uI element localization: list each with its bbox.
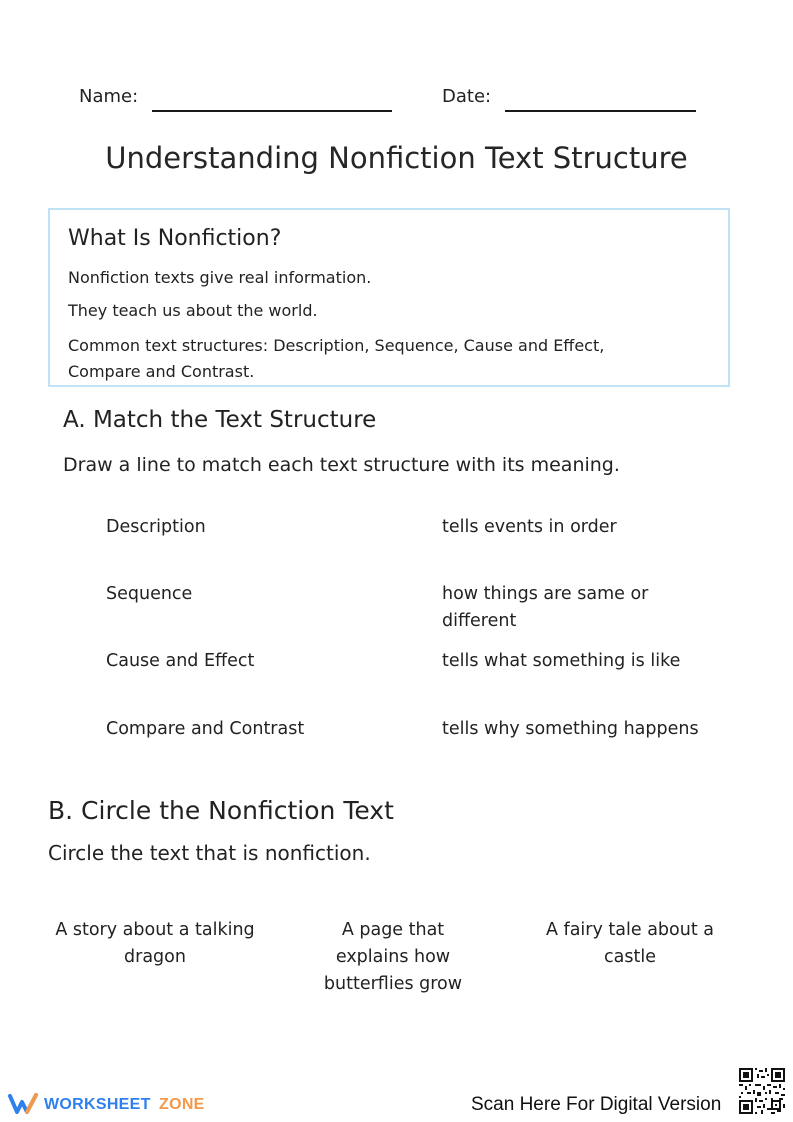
- scan-text: Scan Here For Digital Version: [471, 1094, 722, 1115]
- option-text[interactable]: A story about a talking dragon: [55, 920, 255, 967]
- worksheetzone-logo[interactable]: [8, 1092, 208, 1118]
- date-label: Date:: [442, 86, 492, 107]
- match-left-item[interactable]: Cause and Effect: [106, 651, 255, 671]
- match-right-item[interactable]: how things are same or different: [442, 584, 649, 631]
- brand-name-part2: ZONE: [159, 1096, 205, 1113]
- option-text[interactable]: A fairy tale about a castle: [546, 920, 714, 967]
- info-line: Nonfiction texts give real information.: [68, 268, 372, 287]
- section-b-instruction: Circle the text that is nonfiction.: [48, 841, 371, 865]
- info-heading: What Is Nonfiction?: [68, 226, 282, 251]
- section-b-heading: B. Circle the Nonfiction Text: [48, 796, 394, 825]
- option-text[interactable]: A page that explains how butterflies grow: [323, 920, 463, 994]
- info-line: Common text structures: Description, Sequence, Cause and Effect,: [68, 336, 605, 355]
- date-line[interactable]: [505, 110, 696, 112]
- info-box: [48, 208, 730, 387]
- brand-w-icon: [8, 1093, 40, 1115]
- brand-name-part1: WORKSHEET: [44, 1096, 151, 1113]
- match-left-item[interactable]: Compare and Contrast: [106, 719, 305, 739]
- name-label: Name:: [79, 86, 139, 107]
- section-a-instruction: Draw a line to match each text structure with its meaning.: [63, 454, 620, 476]
- info-line: They teach us about the world.: [68, 301, 318, 320]
- match-right-item[interactable]: tells what something is like: [442, 651, 681, 671]
- page-title: Understanding Nonfiction Text Structure: [105, 141, 688, 175]
- match-right-item[interactable]: tells why something happens: [442, 719, 699, 739]
- match-right-item[interactable]: tells events in order: [442, 517, 617, 537]
- section-a-heading: A. Match the Text Structure: [63, 407, 377, 433]
- match-left-item[interactable]: Description: [106, 517, 206, 537]
- match-left-item[interactable]: Sequence: [106, 584, 193, 604]
- qr-code-icon[interactable]: [739, 1068, 785, 1114]
- name-line[interactable]: [152, 110, 392, 112]
- info-line: Compare and Contrast.: [68, 362, 255, 381]
